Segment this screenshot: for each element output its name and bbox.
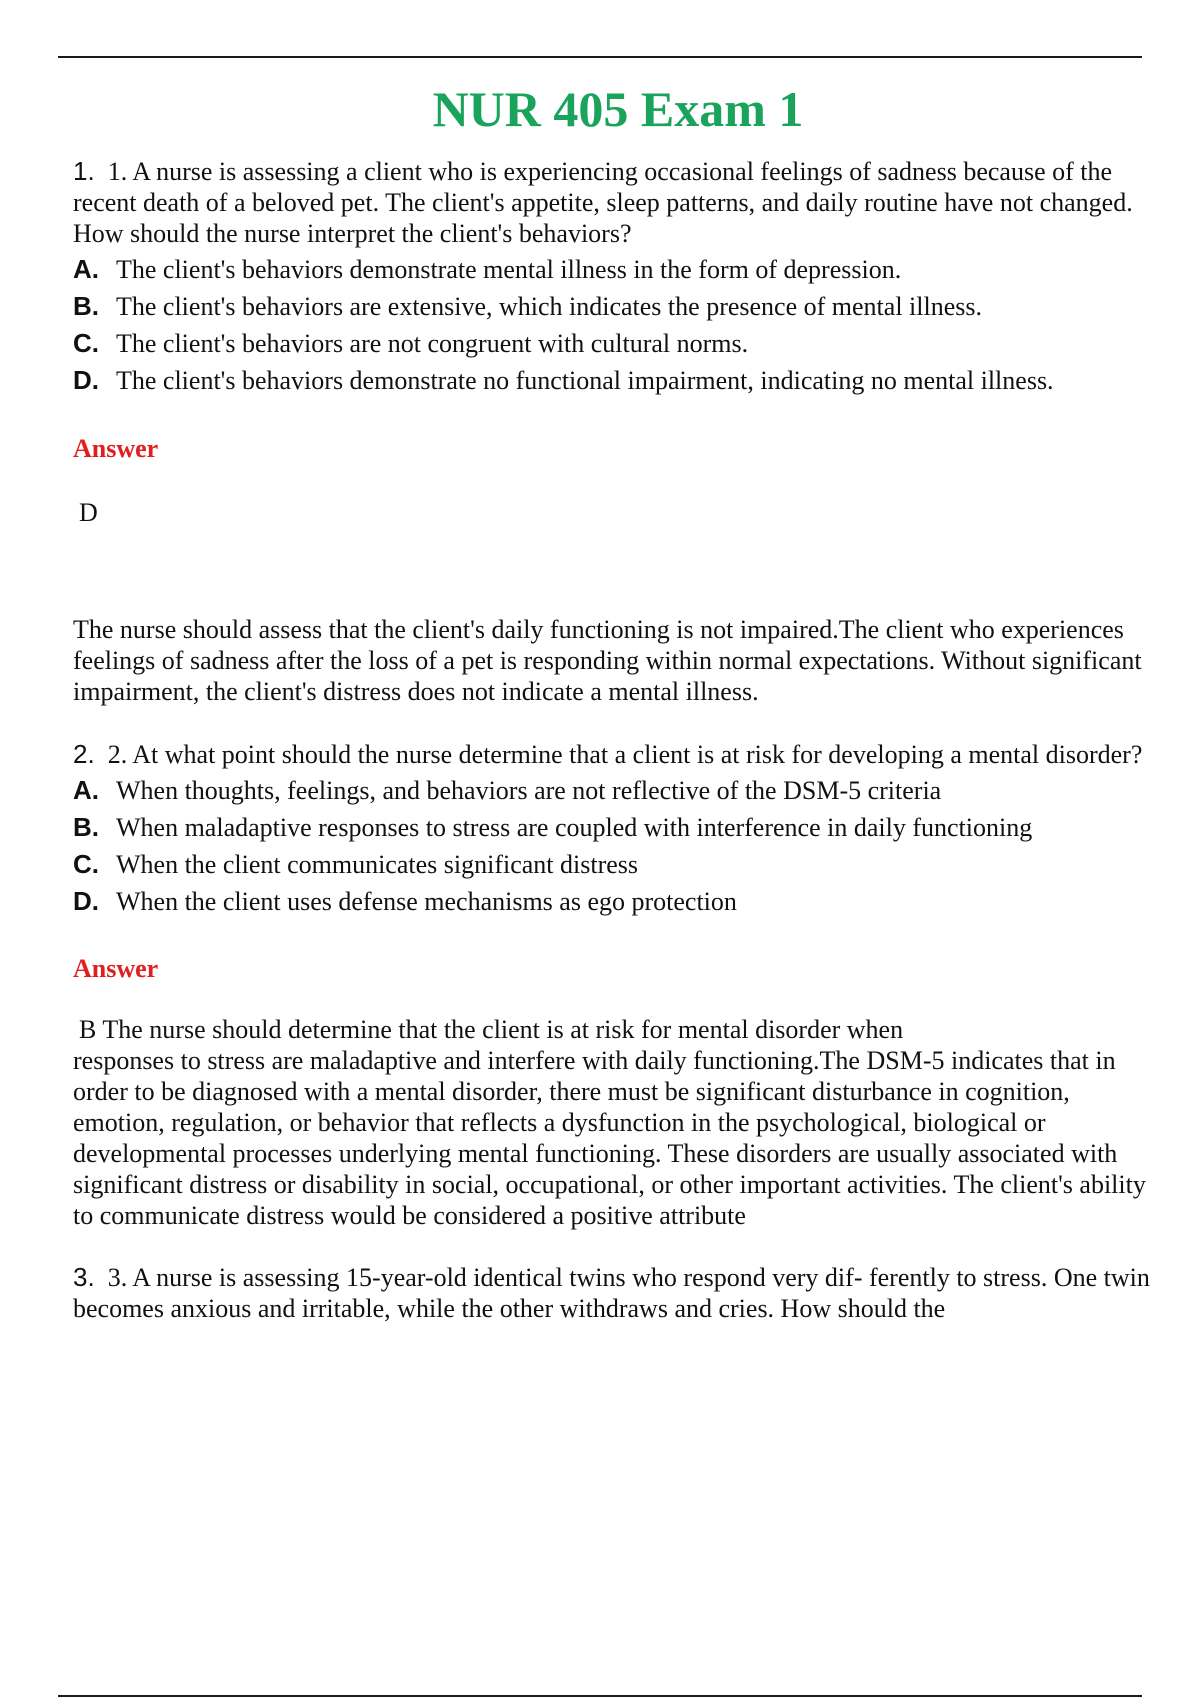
question-2: [73, 739, 1163, 1231]
question-stem: [73, 156, 1163, 249]
answer-key: D: [79, 498, 98, 527]
option-a: [73, 251, 1163, 288]
header-rule: [58, 56, 1142, 58]
option-letter: A.: [73, 254, 99, 284]
answer-label: Answer: [73, 434, 159, 463]
option-list: [73, 772, 1163, 920]
rationale-first-line: B The nurse should determine that the client is at risk for mental disorder when: [79, 1015, 904, 1044]
option-text: When the client uses defense mechanisms as ego protection: [116, 887, 737, 916]
option-text: The client's behaviors demonstrate mental illness in the form of depression.: [116, 255, 902, 284]
option-text: The client's behaviors are extensive, which indicates the presence of mental illness.: [116, 292, 982, 321]
question-1: [73, 156, 1163, 707]
answer-rationale: The nurse should assess that the client's daily functioning is not impaired.The client who experiences feelings of sadness after the loss of a pet is responding within normal expectations. Without significant impairment, the client's distress does not indicate a mental illness.: [73, 615, 1142, 706]
option-letter: C.: [73, 849, 99, 879]
page-title: NUR 405 Exam 1: [432, 81, 804, 137]
option-letter: D.: [73, 365, 99, 395]
option-letter: B.: [73, 812, 99, 842]
question-text: 1. A nurse is assessing a client who is experiencing occasional feelings of sadness because of the recent death of a beloved pet. The client's appetite, sleep patterns, and daily routine have not changed. How should the nurse interpret the client's behaviors?: [73, 157, 1133, 248]
answer-rationale: [73, 1014, 1163, 1231]
rationale-body: responses to stress are maladaptive and interfere with daily functioning.The DSM-5 indicates that in order to be diagnosed with a mental disorder, there must be significant disturbance in cognition, emotion, regulation, or behavior that reflects a dysfunction in the psychological, biological or developmental processes underlying mental functioning. These disorders are usually associated with significant distress or disability in social, occupational, or other important activities. The client's ability to communicate distress would be considered a positive attribute: [73, 1046, 1146, 1230]
option-c: [73, 846, 1163, 883]
option-letter: C.: [73, 328, 99, 358]
question-stem: [73, 1262, 1163, 1324]
question-number: 1.: [73, 156, 95, 186]
option-text: When thoughts, feelings, and behaviors are not reflective of the DSM-5 criteria: [116, 776, 942, 805]
question-text: 2. At what point should the nurse determine that a client is at risk for developing a mental disorder?: [107, 740, 1143, 769]
option-d: [73, 362, 1163, 399]
option-letter: D.: [73, 886, 99, 916]
option-text: The client's behaviors are not congruent with cultural norms.: [116, 329, 749, 358]
option-b: [73, 809, 1163, 846]
option-letter: B.: [73, 291, 99, 321]
option-list: [73, 251, 1163, 399]
answer-label: Answer: [73, 954, 159, 983]
option-b: [73, 288, 1163, 325]
question-number: 2.: [73, 739, 95, 769]
option-a: [73, 772, 1163, 809]
question-text: 3. A nurse is assessing 15-year-old identical twins who respond very dif- ferently to stress. One twin becomes anxious and irritable, while the other withdraws and cries. How should the: [73, 1263, 1150, 1323]
question-number: 3.: [73, 1262, 95, 1292]
question-stem: [73, 739, 1163, 770]
option-text: When the client communicates significant distress: [116, 850, 639, 879]
option-text: The client's behaviors demonstrate no functional impairment, indicating no mental illness.: [116, 366, 1054, 395]
option-d: [73, 883, 1163, 920]
document-page: [73, 70, 1163, 1324]
option-letter: A.: [73, 775, 99, 805]
option-text: When maladaptive responses to stress are coupled with interference in daily functioning: [116, 813, 1033, 842]
question-3: [73, 1262, 1163, 1324]
footer-rule: [58, 1695, 1142, 1697]
option-c: [73, 325, 1163, 362]
